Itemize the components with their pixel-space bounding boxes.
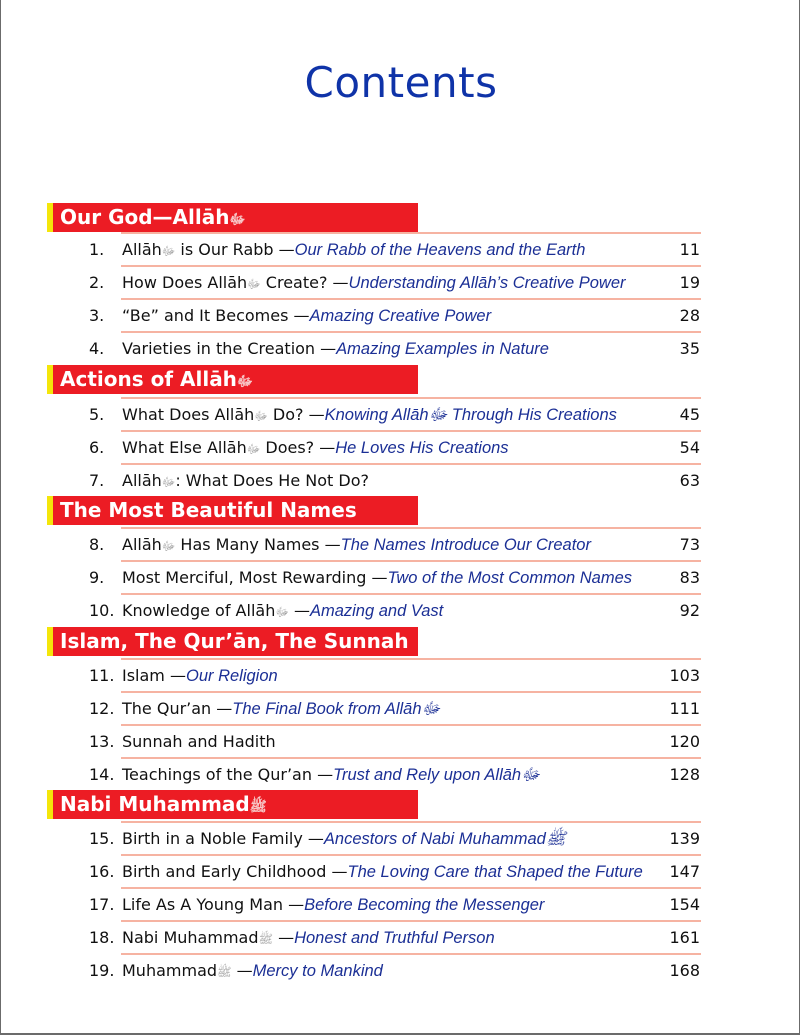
entry-title: The Qur’an — <box>122 699 233 718</box>
section-title: Actions of Allāh <box>60 367 237 391</box>
entry-subtitle: Our Religion <box>185 667 278 685</box>
entry-subtitle: Amazing Examples in Nature <box>336 340 549 358</box>
entry-number: 13. <box>89 732 115 751</box>
rule-line <box>121 560 701 562</box>
page-title: Contents <box>304 58 498 107</box>
entry-number: 5. <box>89 405 105 424</box>
toc-entry[interactable] <box>81 463 701 495</box>
rule-line <box>121 920 701 922</box>
rule-line <box>121 397 701 399</box>
section-title: Our God—Allāh <box>60 205 230 229</box>
rule-line <box>121 232 701 234</box>
entry-title: What Else Allāh <box>122 438 247 457</box>
honorific-icon: ﷻ <box>161 475 176 489</box>
entry-page-number: 120 <box>669 732 700 751</box>
entry-subtitle: Ancestors of Nabi Muhammadﷺ <box>323 830 566 848</box>
entry-number: 19. <box>89 961 115 980</box>
entry-number: 3. <box>89 306 105 325</box>
entry-number: 1. <box>89 240 105 259</box>
entry-title: Varieties in the Creation — <box>122 339 337 358</box>
rule-line <box>121 724 701 726</box>
entry-page-number: 28 <box>679 306 700 325</box>
entry-subtitle: Understanding Allāh’s Creative Power <box>348 274 626 292</box>
entry-title: Sunnah and Hadith <box>122 732 276 751</box>
entry-page-number: 168 <box>669 961 700 980</box>
rule-line <box>121 298 701 300</box>
honorific-icon: ﷻ <box>236 374 253 390</box>
rule-line <box>121 593 701 595</box>
section-title: The Most Beautiful Names <box>60 498 357 522</box>
entry-page-number: 154 <box>669 895 700 914</box>
toc-entry[interactable] <box>81 658 701 690</box>
entry-subtitle: Our Rabb of the Heavens and the Earth <box>294 241 586 259</box>
entry-title: Most Merciful, Most Rewarding — <box>122 568 388 587</box>
toc-entry[interactable] <box>81 757 701 789</box>
rule-line <box>121 658 701 660</box>
rule-line <box>121 527 701 529</box>
entry-subtitle: Before Becoming the Messenger <box>304 896 545 914</box>
entry-number: 6. <box>89 438 105 457</box>
entry-page-number: 161 <box>669 928 700 947</box>
toc-entry[interactable] <box>81 430 701 462</box>
entry-subtitle: The Loving Care that Shaped the Future <box>347 863 643 881</box>
rule-line <box>121 757 701 759</box>
toc-entry[interactable] <box>81 232 701 264</box>
rule-line <box>121 821 701 823</box>
entry-title-rest: Does? — <box>260 438 336 457</box>
toc-entry[interactable] <box>81 298 701 330</box>
entry-subtitle: Knowing Allāhﷻ Through His Creations <box>324 406 617 424</box>
entry-subtitle: The Final Book from Allāhﷻ <box>232 700 441 718</box>
entry-page-number: 128 <box>669 765 700 784</box>
entry-title: Teachings of the Qur’an — <box>122 765 334 784</box>
entry-title: Muhammad <box>122 961 218 980</box>
honorific-icon: ﷺ <box>249 799 267 815</box>
honorific-icon: ﷺ <box>217 965 232 979</box>
entry-title-rest: Do? — <box>267 405 325 424</box>
entry-number: 14. <box>89 765 115 784</box>
entry-title: Birth and Early Childhood — <box>122 862 348 881</box>
toc-entry[interactable] <box>81 527 701 559</box>
section-title: Nabi Muhammad <box>60 792 250 816</box>
entry-number: 15. <box>89 829 115 848</box>
rule-line <box>121 265 701 267</box>
entry-subtitle: Amazing Creative Power <box>309 307 492 325</box>
entry-subtitle: Mercy to Mankind <box>252 962 383 980</box>
entry-title-rest: — <box>272 928 295 947</box>
entry-page-number: 63 <box>679 471 700 490</box>
toc-entry[interactable] <box>81 265 701 297</box>
honorific-icon: ﷻ <box>275 605 289 619</box>
entry-subtitle: Trust and Rely upon Allāhﷻ <box>333 766 540 784</box>
entry-subtitle: Amazing and Vast <box>309 602 444 620</box>
section-header-most-beautiful-names[interactable] <box>47 496 418 525</box>
entry-page-number: 73 <box>679 535 700 554</box>
rule-line <box>121 463 701 465</box>
entry-title: Birth in a Noble Family — <box>122 829 324 848</box>
entry-page-number: 147 <box>669 862 700 881</box>
toc-entry[interactable] <box>81 593 701 625</box>
section-header-islam-quran-sunnah[interactable] <box>47 627 418 656</box>
honorific-icon: ﷻ <box>246 442 261 456</box>
entry-page-number: 45 <box>679 405 700 424</box>
entry-title-rest: : What Does He Not Do? <box>175 471 369 490</box>
toc-entry[interactable] <box>81 331 701 363</box>
toc-entry[interactable] <box>81 953 701 985</box>
entry-title: Allāh <box>122 471 162 490</box>
entry-number: 16. <box>89 862 115 881</box>
rule-line <box>121 691 701 693</box>
entry-number: 4. <box>89 339 105 358</box>
toc-entry[interactable] <box>81 691 701 723</box>
entry-title: Knowledge of Allāh <box>122 601 276 620</box>
entry-page-number: 139 <box>669 829 700 848</box>
entry-subtitle: Two of the Most Common Names <box>387 569 633 587</box>
toc-entry[interactable] <box>81 397 701 429</box>
honorific-icon: ﷻ <box>247 277 261 291</box>
rule-line <box>121 430 701 432</box>
rule-line <box>121 331 701 333</box>
entry-title: Nabi Muhammad <box>122 928 259 947</box>
honorific-icon: ﷺ <box>258 932 273 946</box>
entry-number: 8. <box>89 535 105 554</box>
entry-title: “Be” and It Becomes — <box>122 306 310 325</box>
entry-title: Islam — <box>122 666 186 685</box>
entry-page-number: 111 <box>669 699 700 718</box>
section-header-actions-of-allah[interactable] <box>47 365 418 394</box>
section-header-nabi-muhammad[interactable] <box>47 790 418 819</box>
entry-page-number: 11 <box>679 240 700 259</box>
honorific-icon: ﷻ <box>229 212 246 228</box>
entry-page-number: 92 <box>679 601 700 620</box>
section-title: Islam, The Qur’ān, The Sunnah <box>60 629 409 653</box>
entry-page-number: 19 <box>679 273 700 292</box>
entry-title: What Does Allāh <box>122 405 255 424</box>
entry-title: Allāh <box>122 240 162 259</box>
honorific-icon: ﷻ <box>254 409 268 423</box>
rule-line <box>121 854 701 856</box>
entry-page-number: 103 <box>669 666 700 685</box>
entry-number: 10. <box>89 601 115 620</box>
entry-page-number: 54 <box>679 438 700 457</box>
entry-number: 17. <box>89 895 115 914</box>
entry-page-number: 83 <box>679 568 700 587</box>
toc-entry[interactable] <box>81 854 701 886</box>
toc-entry[interactable] <box>81 821 701 853</box>
rule-line <box>121 887 701 889</box>
entry-title: How Does Allāh <box>122 273 248 292</box>
entry-title: Allāh <box>122 535 162 554</box>
toc-entry[interactable] <box>81 724 701 756</box>
toc-entry[interactable] <box>81 560 701 592</box>
entry-number: 12. <box>89 699 115 718</box>
entry-number: 18. <box>89 928 115 947</box>
entry-title-rest: is Our Rabb — <box>175 240 295 259</box>
toc-entry[interactable] <box>81 920 701 952</box>
entry-title-rest: — <box>288 601 310 620</box>
honorific-icon: ﷻ <box>161 244 176 258</box>
entry-title: Life As A Young Man — <box>122 895 305 914</box>
toc-entry[interactable] <box>81 887 701 919</box>
entry-page-number: 35 <box>679 339 700 358</box>
entry-number: 2. <box>89 273 105 292</box>
entry-subtitle: Honest and Truthful Person <box>294 929 495 947</box>
section-header-our-god[interactable] <box>47 203 418 232</box>
entry-subtitle: The Names Introduce Our Creator <box>340 536 591 554</box>
entry-title-rest: Create? — <box>260 273 349 292</box>
entry-subtitle: He Loves His Creations <box>335 439 509 457</box>
entry-title-rest: — <box>231 961 253 980</box>
entry-title-rest: Has Many Names — <box>175 535 341 554</box>
rule-line <box>121 953 701 955</box>
entry-number: 11. <box>89 666 115 685</box>
entry-number: 9. <box>89 568 105 587</box>
entry-number: 7. <box>89 471 105 490</box>
honorific-icon: ﷻ <box>161 539 176 553</box>
